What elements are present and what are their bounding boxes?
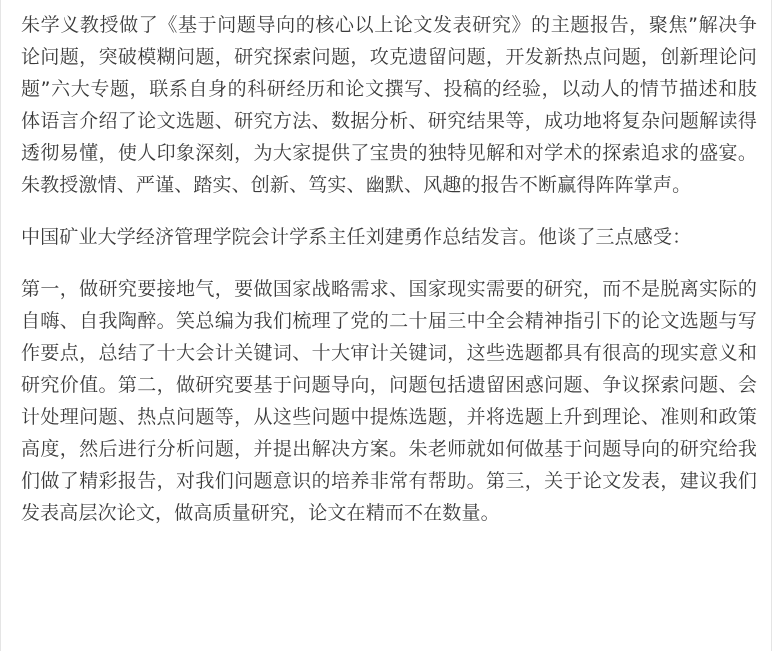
paragraph-keynote-report: 朱学义教授做了《基于问题导向的核心以上论文发表研究》的主题报告，聚焦”解决争论问题，突破模糊问题，研究探索问题，攻克遗留问题，开发新热点问题，创新理论问题”六大专题，联系自身的科研经历和论文撰写、投稿的经验，以动人的情节描述和肢体语言介绍了论文选题、研究方法、数据分析、研究结果等，成功地将复杂问题解读得透彻易懂，使人印象深刻，为大家提供了宝贵的独特见解和对学术的探索追求的盛宴。朱教授激情、严谨、踏实、创新、笃实、幽默、风趣的报告不断赢得阵阵掌声。 <box>21 14 757 196</box>
paragraph-three-points: 第一，做研究要接地气，要做国家战略需求、国家现实需要的研究，而不是脱离实际的自嗨、自我陶醉。笑总编为我们梳理了党的二十届三中全会精神指引下的论文选题与写作要点，总结了十大会计关键词、十大审计关键词，这些选题都具有很高的现实意义和研究价值。第二，做研究要基于问题导向，问题包括遗留困惑问题、争议探索问题、会计处理问题、热点问题等，从这些问题中提炼选题，并将选题上升到理论、准则和政策高度，然后进行分析问题，并提出解决方案。朱老师就如何做基于问题导向的研究给我们做了精彩报告，对我们问题意识的培养非常有帮助。第三，关于论文发表，建议我们发表高层次论文，做高质量研究，论文在精而不在数量。 <box>21 278 757 524</box>
paragraph-summary-intro: 中国矿业大学经济管理学院会计学系主任刘建勇作总结发言。他谈了三点感受： <box>21 226 692 248</box>
